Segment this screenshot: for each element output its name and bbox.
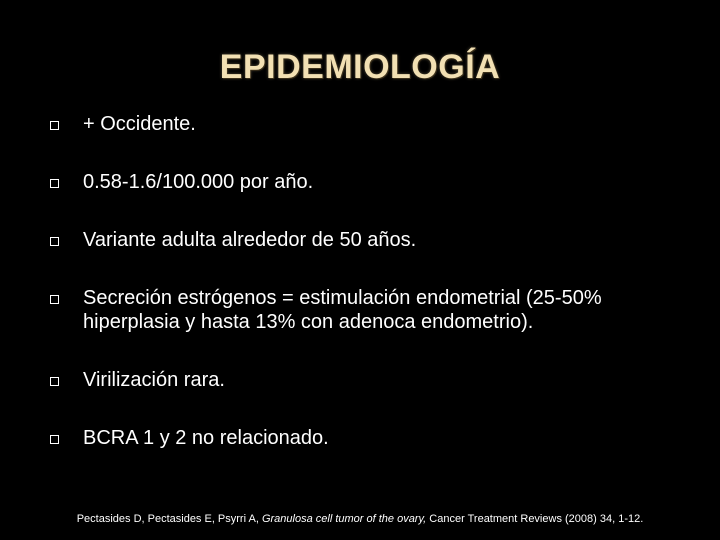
bullet-item (50, 228, 690, 252)
bullet-item (50, 112, 690, 136)
bullet-list (50, 112, 690, 484)
square-bullet-icon (50, 237, 59, 246)
bullet-text: BCRA 1 y 2 no relacionado. (83, 427, 329, 449)
bullet-text: Secreción estrógenos = estimulación endometrial (25-50% hiperplasia y hasta 13% con adenoca endometrio). (83, 287, 602, 333)
square-bullet-icon (50, 377, 59, 386)
bullet-item (50, 368, 690, 392)
bullet-item (50, 170, 690, 194)
square-bullet-icon (50, 295, 59, 304)
bullet-text: 0.58-1.6/100.000 por año. (83, 171, 314, 193)
square-bullet-icon (50, 179, 59, 188)
square-bullet-icon (50, 435, 59, 444)
citation-authors: Pectasides D, Pectasides E, Psyrri A, (76, 513, 259, 525)
bullet-item (50, 426, 690, 450)
bullet-text: Virilización rara. (83, 369, 225, 391)
citation-source: Cancer Treatment Reviews (2008) 34, 1-12. (429, 513, 644, 525)
bullet-item (50, 286, 690, 334)
square-bullet-icon (50, 121, 59, 130)
slide-title: EPIDEMIOLOGÍA (219, 48, 501, 86)
bullet-text: Variante adulta alrededor de 50 años. (83, 229, 417, 251)
bullet-text: + Occidente. (83, 113, 196, 135)
citation (0, 513, 720, 525)
citation-article-title: Granulosa cell tumor of the ovary, (261, 513, 427, 525)
